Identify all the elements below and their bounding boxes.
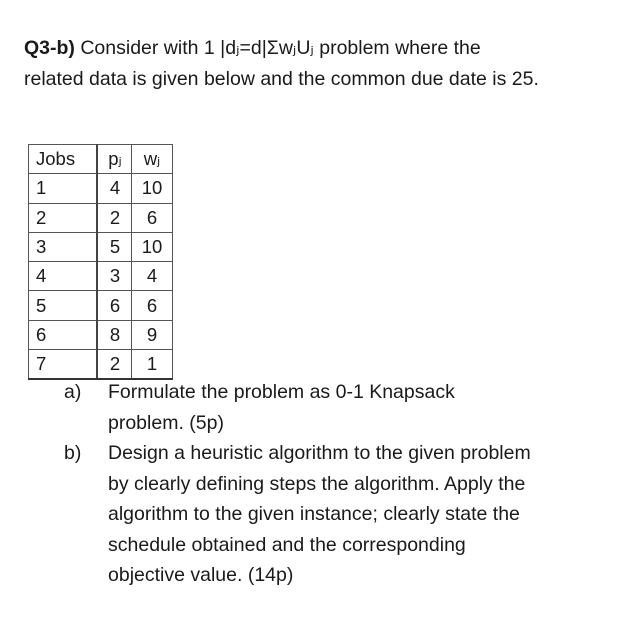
table-row <box>29 350 173 380</box>
part-a <box>62 377 532 438</box>
table-row <box>29 174 173 203</box>
header-weight: wⱼ <box>132 145 173 174</box>
table-row <box>29 262 173 291</box>
cell-job: 6 <box>29 320 98 349</box>
cell-job: 4 <box>29 262 98 291</box>
cell-job: 3 <box>29 232 98 261</box>
cell-job: 2 <box>29 203 98 232</box>
part-b-marker: b) <box>64 442 82 464</box>
cell-p: 2 <box>97 350 132 380</box>
cell-w: 4 <box>132 262 173 291</box>
cell-p: 8 <box>97 320 132 349</box>
table-row <box>29 203 173 232</box>
table-row <box>29 291 173 320</box>
cell-w: 10 <box>132 232 173 261</box>
cell-w: 9 <box>132 320 173 349</box>
cell-p: 3 <box>97 262 132 291</box>
question-text <box>24 33 544 94</box>
question-parts <box>62 377 532 591</box>
part-a-text: Formulate the problem as 0-1 Knapsack problem. (5p) <box>108 381 455 434</box>
question-body: Consider with 1 |dⱼ=d|ΣwⱼUⱼ problem where the related data is given below and the common due date is 25. <box>24 37 539 90</box>
part-a-marker: a) <box>64 381 82 403</box>
header-processing-time: pⱼ <box>97 145 132 174</box>
jobs-table <box>28 144 173 380</box>
cell-w: 10 <box>132 174 173 203</box>
part-b-text: Design a heuristic algorithm to the given problem by clearly defining steps the algorithm. Apply the algorithm to the given instance; clearly state the schedule obtained and the corresponding objective value. (14p) <box>108 442 531 586</box>
table-header-row <box>29 145 173 174</box>
cell-w: 6 <box>132 291 173 320</box>
part-b <box>62 438 532 591</box>
table-row <box>29 232 173 261</box>
table-row <box>29 320 173 349</box>
cell-job: 7 <box>29 350 98 380</box>
cell-job: 5 <box>29 291 98 320</box>
cell-w: 6 <box>132 203 173 232</box>
cell-p: 5 <box>97 232 132 261</box>
cell-p: 4 <box>97 174 132 203</box>
cell-p: 2 <box>97 203 132 232</box>
cell-w: 1 <box>132 350 173 380</box>
question-label: Q3-b) <box>24 37 75 59</box>
cell-p: 6 <box>97 291 132 320</box>
header-jobs: Jobs <box>29 145 98 174</box>
cell-job: 1 <box>29 174 98 203</box>
